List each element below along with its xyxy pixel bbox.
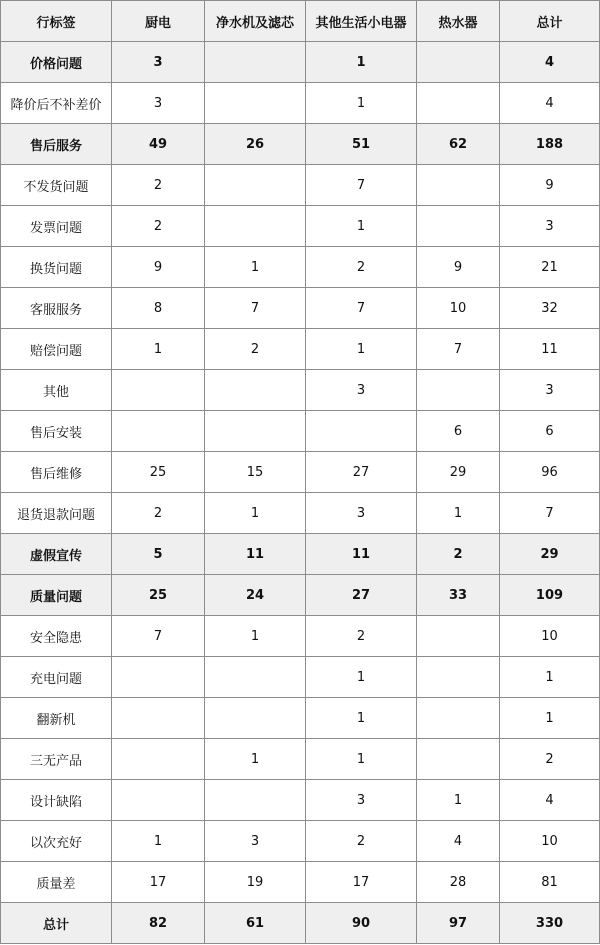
kitchen-cell: 3 bbox=[112, 83, 205, 124]
row-label-cell: 安全隐患 bbox=[1, 616, 112, 657]
kitchen-cell bbox=[112, 780, 205, 821]
kitchen-cell: 1 bbox=[112, 821, 205, 862]
kitchen-cell: 82 bbox=[112, 903, 205, 944]
row-label-cell: 质量差 bbox=[1, 862, 112, 903]
water-heater-cell bbox=[417, 83, 500, 124]
water-heater-cell: 6 bbox=[417, 411, 500, 452]
total-cell: 2 bbox=[500, 739, 600, 780]
water-heater-cell: 97 bbox=[417, 903, 500, 944]
row-label-cell: 设计缺陷 bbox=[1, 780, 112, 821]
small-appliances-cell: 17 bbox=[306, 862, 417, 903]
header-row-label: 行标签 bbox=[1, 1, 112, 42]
kitchen-cell: 25 bbox=[112, 575, 205, 616]
kitchen-cell: 1 bbox=[112, 329, 205, 370]
water-heater-cell bbox=[417, 616, 500, 657]
table-row bbox=[1, 370, 600, 411]
row-label-cell: 发票问题 bbox=[1, 206, 112, 247]
small-appliances-cell: 1 bbox=[306, 206, 417, 247]
small-appliances-cell: 11 bbox=[306, 534, 417, 575]
header-water-heater: 热水器 bbox=[417, 1, 500, 42]
water-heater-cell: 62 bbox=[417, 124, 500, 165]
kitchen-cell bbox=[112, 739, 205, 780]
row-label-cell: 客服服务 bbox=[1, 288, 112, 329]
water-purifier-cell bbox=[205, 780, 306, 821]
total-cell: 21 bbox=[500, 247, 600, 288]
table-row bbox=[1, 411, 600, 452]
water-purifier-cell: 15 bbox=[205, 452, 306, 493]
table-row bbox=[1, 452, 600, 493]
kitchen-cell bbox=[112, 698, 205, 739]
table-row bbox=[1, 739, 600, 780]
water-purifier-cell: 24 bbox=[205, 575, 306, 616]
table-row bbox=[1, 616, 600, 657]
water-purifier-cell: 61 bbox=[205, 903, 306, 944]
water-purifier-cell: 1 bbox=[205, 247, 306, 288]
row-label-cell: 售后维修 bbox=[1, 452, 112, 493]
table-body bbox=[1, 42, 600, 944]
water-purifier-cell bbox=[205, 370, 306, 411]
water-heater-cell bbox=[417, 370, 500, 411]
water-heater-cell: 7 bbox=[417, 329, 500, 370]
total-cell: 32 bbox=[500, 288, 600, 329]
small-appliances-cell: 2 bbox=[306, 821, 417, 862]
water-heater-cell bbox=[417, 739, 500, 780]
small-appliances-cell: 1 bbox=[306, 698, 417, 739]
kitchen-cell: 17 bbox=[112, 862, 205, 903]
table-row bbox=[1, 329, 600, 370]
row-label-cell: 充电问题 bbox=[1, 657, 112, 698]
total-cell: 29 bbox=[500, 534, 600, 575]
row-label-cell: 价格问题 bbox=[1, 42, 112, 83]
water-heater-cell: 28 bbox=[417, 862, 500, 903]
total-cell: 1 bbox=[500, 657, 600, 698]
row-label-cell: 不发货问题 bbox=[1, 165, 112, 206]
total-cell: 3 bbox=[500, 206, 600, 247]
kitchen-cell: 2 bbox=[112, 165, 205, 206]
row-label-cell: 以次充好 bbox=[1, 821, 112, 862]
table-row bbox=[1, 247, 600, 288]
header-total: 总计 bbox=[500, 1, 600, 42]
water-purifier-cell bbox=[205, 83, 306, 124]
header-water-purifier: 净水机及滤芯 bbox=[205, 1, 306, 42]
water-heater-cell: 9 bbox=[417, 247, 500, 288]
table-row bbox=[1, 821, 600, 862]
total-cell: 81 bbox=[500, 862, 600, 903]
small-appliances-cell: 2 bbox=[306, 247, 417, 288]
row-label-cell: 其他 bbox=[1, 370, 112, 411]
row-label-cell: 售后服务 bbox=[1, 124, 112, 165]
total-cell: 9 bbox=[500, 165, 600, 206]
small-appliances-cell: 7 bbox=[306, 165, 417, 206]
row-label-cell: 虚假宣传 bbox=[1, 534, 112, 575]
category-row bbox=[1, 534, 600, 575]
water-heater-cell: 29 bbox=[417, 452, 500, 493]
row-label-cell: 换货问题 bbox=[1, 247, 112, 288]
water-heater-cell: 1 bbox=[417, 780, 500, 821]
water-heater-cell bbox=[417, 698, 500, 739]
water-purifier-cell: 1 bbox=[205, 739, 306, 780]
small-appliances-cell: 1 bbox=[306, 739, 417, 780]
table-row bbox=[1, 698, 600, 739]
small-appliances-cell: 27 bbox=[306, 575, 417, 616]
row-label-cell: 三无产品 bbox=[1, 739, 112, 780]
total-cell: 10 bbox=[500, 821, 600, 862]
row-label-cell: 降价后不补差价 bbox=[1, 83, 112, 124]
total-cell: 330 bbox=[500, 903, 600, 944]
water-heater-cell: 10 bbox=[417, 288, 500, 329]
small-appliances-cell: 90 bbox=[306, 903, 417, 944]
row-label-cell: 售后安装 bbox=[1, 411, 112, 452]
kitchen-cell bbox=[112, 411, 205, 452]
total-cell: 96 bbox=[500, 452, 600, 493]
row-label-cell: 退货退款问题 bbox=[1, 493, 112, 534]
kitchen-cell: 3 bbox=[112, 42, 205, 83]
table-row bbox=[1, 493, 600, 534]
total-cell: 188 bbox=[500, 124, 600, 165]
small-appliances-cell: 3 bbox=[306, 370, 417, 411]
row-label-cell: 质量问题 bbox=[1, 575, 112, 616]
category-row bbox=[1, 42, 600, 83]
kitchen-cell: 5 bbox=[112, 534, 205, 575]
table-row bbox=[1, 288, 600, 329]
total-cell: 4 bbox=[500, 83, 600, 124]
row-label-cell: 赔偿问题 bbox=[1, 329, 112, 370]
water-purifier-cell bbox=[205, 411, 306, 452]
small-appliances-cell: 1 bbox=[306, 657, 417, 698]
water-heater-cell: 1 bbox=[417, 493, 500, 534]
kitchen-cell: 49 bbox=[112, 124, 205, 165]
water-purifier-cell: 26 bbox=[205, 124, 306, 165]
water-purifier-cell: 1 bbox=[205, 616, 306, 657]
total-cell: 3 bbox=[500, 370, 600, 411]
small-appliances-cell: 1 bbox=[306, 42, 417, 83]
total-cell: 6 bbox=[500, 411, 600, 452]
kitchen-cell: 25 bbox=[112, 452, 205, 493]
water-heater-cell bbox=[417, 165, 500, 206]
kitchen-cell: 8 bbox=[112, 288, 205, 329]
table-row bbox=[1, 206, 600, 247]
table-row bbox=[1, 657, 600, 698]
small-appliances-cell: 2 bbox=[306, 616, 417, 657]
small-appliances-cell: 1 bbox=[306, 329, 417, 370]
water-heater-cell: 33 bbox=[417, 575, 500, 616]
small-appliances-cell: 1 bbox=[306, 83, 417, 124]
total-cell: 11 bbox=[500, 329, 600, 370]
water-purifier-cell: 2 bbox=[205, 329, 306, 370]
water-heater-cell: 4 bbox=[417, 821, 500, 862]
small-appliances-cell: 3 bbox=[306, 493, 417, 534]
small-appliances-cell: 3 bbox=[306, 780, 417, 821]
water-purifier-cell bbox=[205, 165, 306, 206]
row-label-cell: 总计 bbox=[1, 903, 112, 944]
small-appliances-cell: 27 bbox=[306, 452, 417, 493]
table-row bbox=[1, 862, 600, 903]
kitchen-cell: 2 bbox=[112, 206, 205, 247]
water-purifier-cell bbox=[205, 42, 306, 83]
total-cell: 1 bbox=[500, 698, 600, 739]
kitchen-cell: 7 bbox=[112, 616, 205, 657]
kitchen-cell: 2 bbox=[112, 493, 205, 534]
category-row bbox=[1, 124, 600, 165]
water-purifier-cell: 3 bbox=[205, 821, 306, 862]
header-kitchen: 厨电 bbox=[112, 1, 205, 42]
total-cell: 4 bbox=[500, 780, 600, 821]
kitchen-cell bbox=[112, 657, 205, 698]
total-cell: 10 bbox=[500, 616, 600, 657]
small-appliances-cell: 7 bbox=[306, 288, 417, 329]
table-row bbox=[1, 165, 600, 206]
total-cell: 4 bbox=[500, 42, 600, 83]
water-heater-cell: 2 bbox=[417, 534, 500, 575]
water-purifier-cell: 1 bbox=[205, 493, 306, 534]
small-appliances-cell: 51 bbox=[306, 124, 417, 165]
kitchen-cell: 9 bbox=[112, 247, 205, 288]
total-cell: 109 bbox=[500, 575, 600, 616]
water-heater-cell bbox=[417, 206, 500, 247]
water-heater-cell bbox=[417, 657, 500, 698]
row-label-cell: 翻新机 bbox=[1, 698, 112, 739]
water-purifier-cell bbox=[205, 698, 306, 739]
header-small-appliances: 其他生活小电器 bbox=[306, 1, 417, 42]
table-row bbox=[1, 83, 600, 124]
small-appliances-cell bbox=[306, 411, 417, 452]
grand-total-row bbox=[1, 903, 600, 944]
total-cell: 7 bbox=[500, 493, 600, 534]
category-row bbox=[1, 575, 600, 616]
water-purifier-cell bbox=[205, 657, 306, 698]
water-purifier-cell: 7 bbox=[205, 288, 306, 329]
water-purifier-cell bbox=[205, 206, 306, 247]
table-row bbox=[1, 780, 600, 821]
water-purifier-cell: 19 bbox=[205, 862, 306, 903]
header-row bbox=[1, 1, 600, 42]
water-purifier-cell: 11 bbox=[205, 534, 306, 575]
water-heater-cell bbox=[417, 42, 500, 83]
kitchen-cell bbox=[112, 370, 205, 411]
